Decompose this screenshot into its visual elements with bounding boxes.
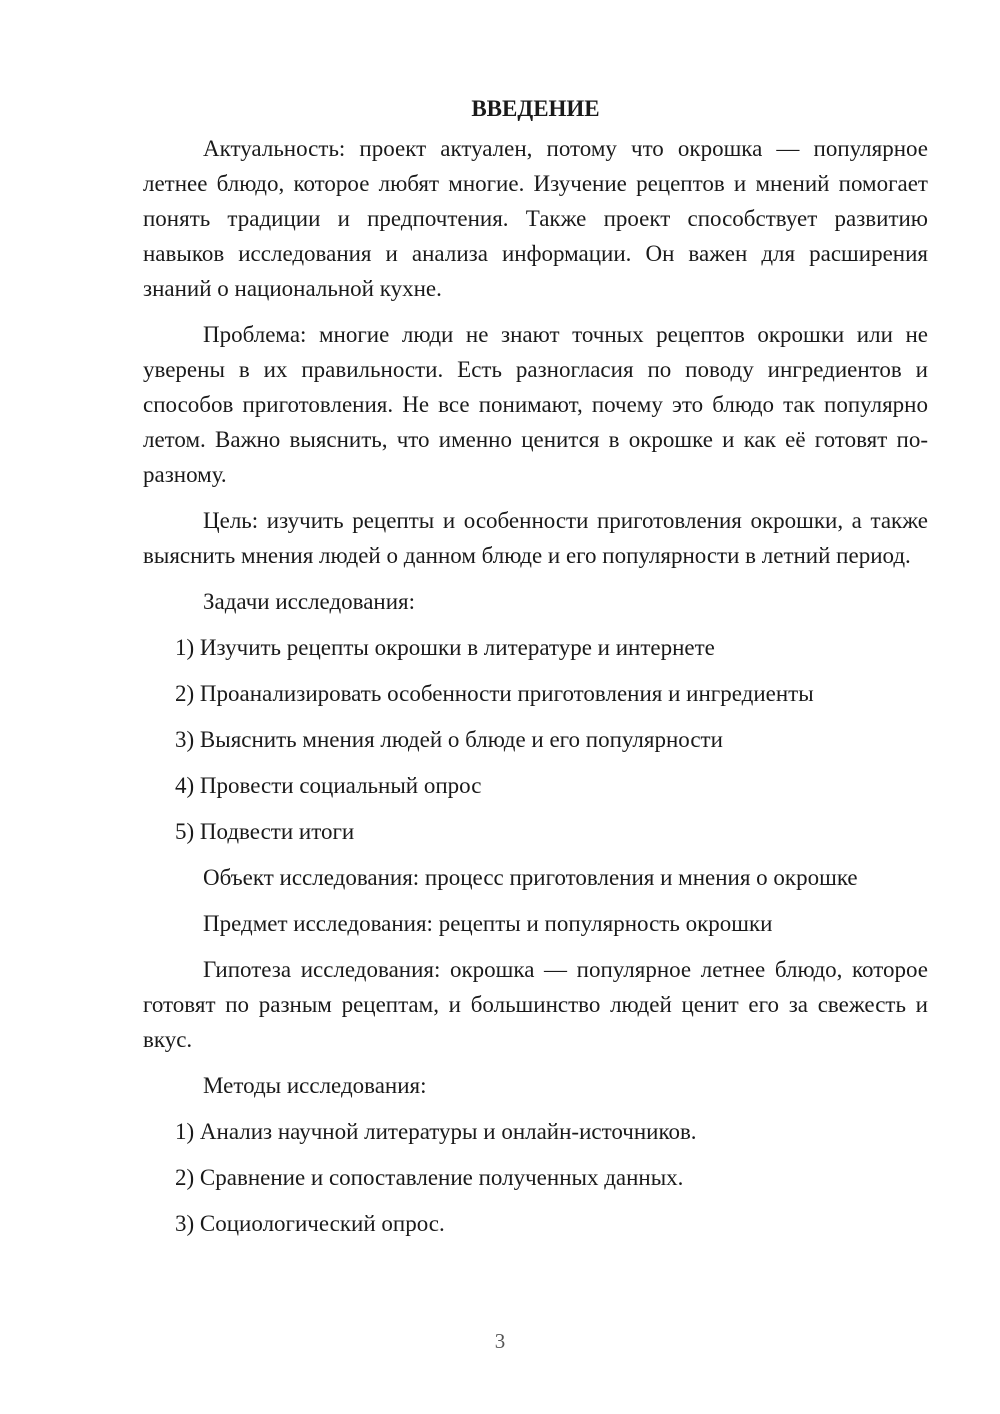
- section-heading: ВВЕДЕНИЕ: [471, 96, 600, 121]
- method-item: 3) Социологический опрос.: [175, 1211, 445, 1236]
- task-item: 1) Изучить рецепты окрошки в литературе и интернете: [175, 635, 715, 660]
- task-item: 5) Подвести итоги: [175, 819, 355, 844]
- problem-paragraph: Проблема: многие люди не знают точных рецептов окрошки или не уверены в их правильности. Есть разногласия по поводу ингредиентов и способов приготовления. Не все понимают, почему это блюдо так популярно летом. Важно выяснить, что именно ценится в окрошке и как её готовят по-разному.: [143, 322, 928, 487]
- method-item: 2) Сравнение и сопоставление полученных данных.: [175, 1165, 684, 1190]
- page-number: 3: [494, 1329, 506, 1353]
- task-item: 3) Выяснить мнения людей о блюде и его популярности: [175, 727, 723, 752]
- methods-title: Методы исследования:: [203, 1073, 427, 1098]
- subject-line: Предмет исследования: рецепты и популярность окрошки: [203, 911, 773, 936]
- relevance-paragraph: Актуальность: проект актуален, потому что окрошка — популярное летнее блюдо, которое любят многие. Изучение рецептов и мнений помогает понять традиции и предпочтения. Также проект способствует развитию навыков исследования и анализа информации. Он важен для расширения знаний о национальной кухне.: [143, 136, 928, 301]
- method-item: 1) Анализ научной литературы и онлайн-источников.: [175, 1119, 697, 1144]
- object-line: Объект исследования: процесс приготовления и мнения о окрошке: [203, 865, 858, 890]
- document-page: [143, 92, 928, 1252]
- task-item: 4) Провести социальный опрос: [175, 773, 482, 798]
- hypothesis-paragraph: Гипотеза исследования: окрошка — популярное летнее блюдо, которое готовят по разным рецептам, и большинство людей ценит его за свежесть и вкус.: [143, 957, 928, 1052]
- task-item: 2) Проанализировать особенности приготовления и ингредиенты: [175, 681, 814, 706]
- tasks-title: Задачи исследования:: [203, 589, 416, 614]
- goal-paragraph: Цель: изучить рецепты и особенности приготовления окрошки, а также выяснить мнения людей о данном блюде и его популярности в летний период.: [143, 508, 928, 568]
